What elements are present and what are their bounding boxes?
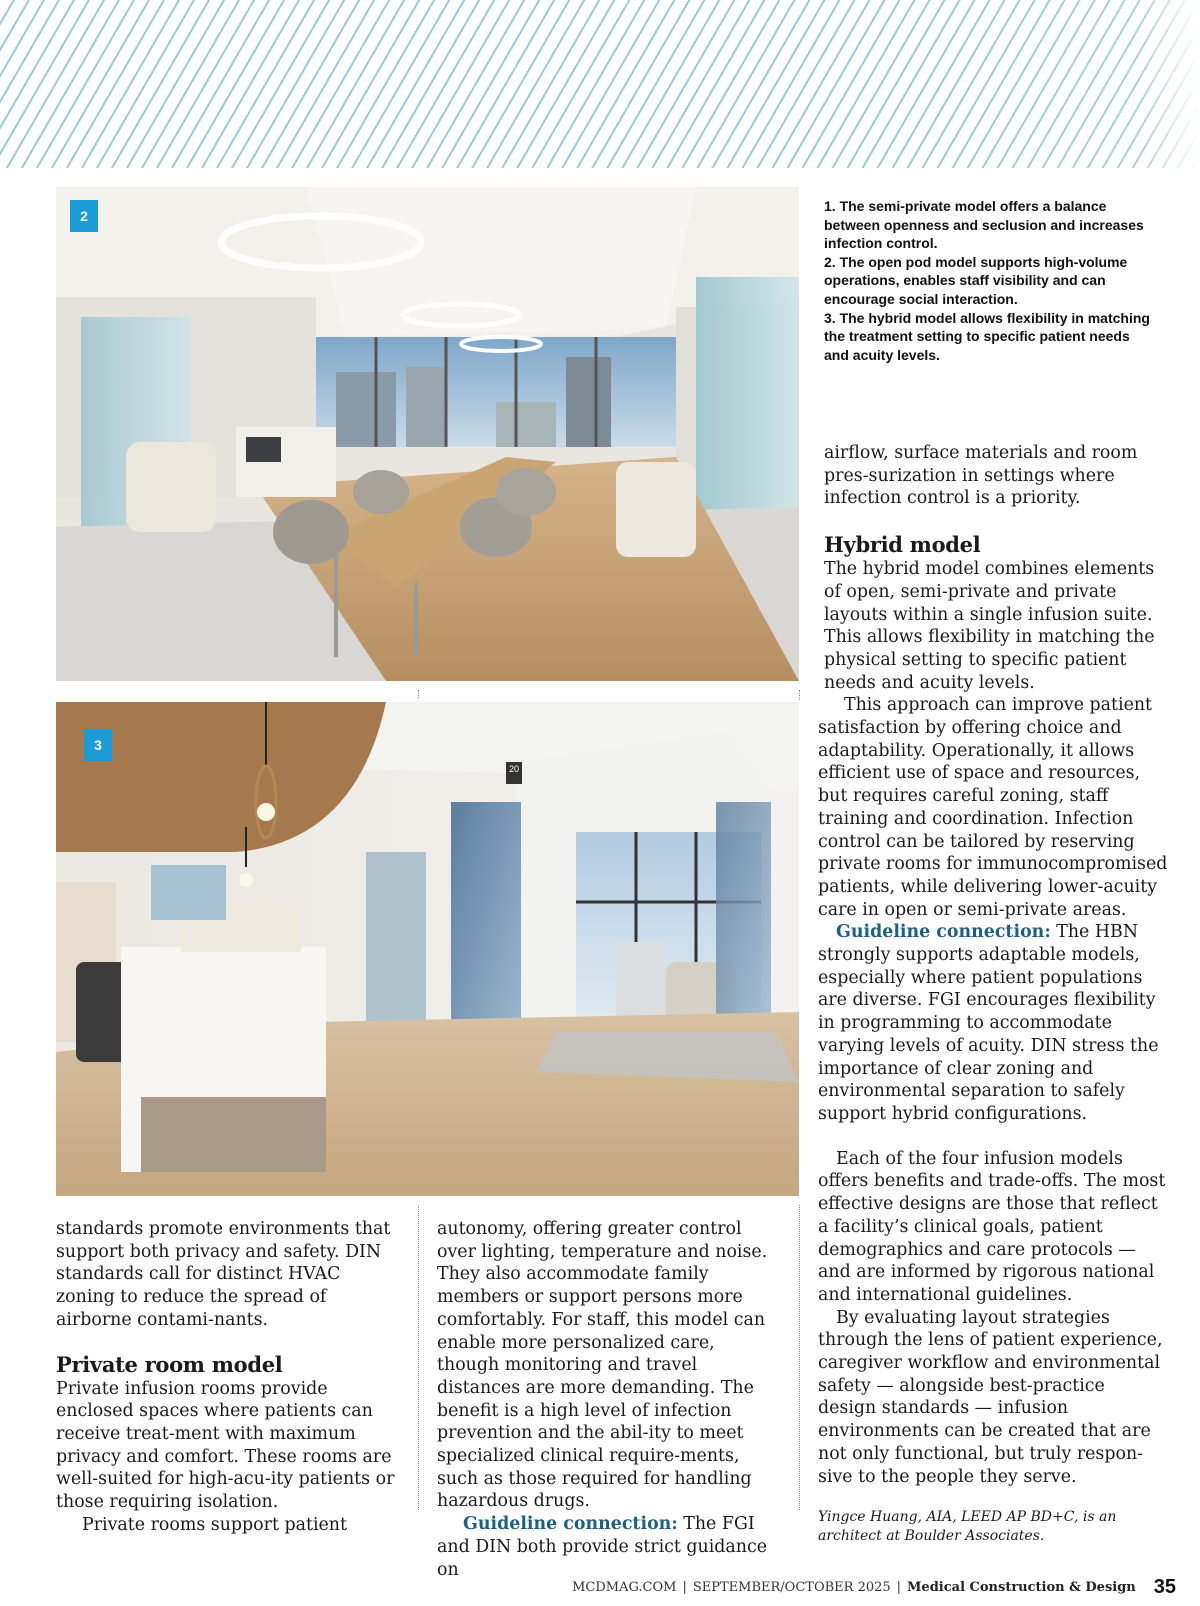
body-paragraph: standards promote environments that support both privacy and safety. DIN standards call for distinct HVAC zoning to reduce the spread of airborne contami-nants. <box>56 1219 391 1330</box>
caption-item: 3. The hybrid model allows flexibility in matching the treatment setting to specific patient needs and acuity levels. <box>824 309 1150 363</box>
body-paragraph: Private infusion rooms provide enclosed spaces where patients can receive treat-ment with maximum privacy and comfort. These rooms are well-suited for high-acu-ity patients or those requiring isolation. <box>56 1378 395 1513</box>
footer-site: MCDMAG.COM <box>572 1579 677 1595</box>
photo-number-badge: 2 <box>70 200 98 232</box>
body-paragraph: autonomy, offering greater control over lighting, temperature and noise. They also accommodate family members or support persons more comfortably. For staff, this model can enable more personalized care, though monitoring and travel distances are more demanding. The benefit is a high level of infection prevention and the abil-ity to meet specialized clinical require-ments, such as those required for handling hazardous drugs. <box>437 1219 768 1512</box>
article-column-1 <box>56 1218 401 1536</box>
body-paragraph: By evaluating layout strategies through the lens of patient experience, caregiver workflow and environmental safety — alongside best-practice design standards — infusion environments can be created that are not only functional, but truly respon-sive to the people they serve. <box>818 1307 1163 1487</box>
photo-captions <box>824 197 1154 364</box>
body-text: The HBN strongly supports adaptable models, especially where patient populations are diverse. FGI encourages flexibility in programming to accommodate varying levels of acuity. DIN stress the importance of clear zoning and environmental separation to safely support hybrid configurations. <box>818 922 1159 1124</box>
body-paragraph: This approach can improve patient satisfaction by offering choice and adaptability. Operationally, it allows efficient use of space and resources, but requires careful zoning, staff training and coordination. Infection control can be tailored by reserving private rooms for immunocompromised patients, while delivering lower-acuity care in open or semi-private areas. <box>818 695 1168 920</box>
body-paragraph: Each of the four infusion models offers benefits and trade-offs. The most effective designs are those that reflect a facility’s clinical goals, patient demographics and care protocols — and are informed by rigorous national and international guidelines. <box>818 1148 1166 1305</box>
room-number-sign: 20 <box>508 764 519 774</box>
photo-hybrid-model <box>56 702 799 1196</box>
caption-item: 2. The open pod model supports high-volume operations, enables staff visibility and can encourage social interaction. <box>824 253 1128 307</box>
column-divider <box>418 1205 419 1510</box>
guideline-connection-label: Guideline connection: <box>836 922 1051 943</box>
footer-separator: | <box>896 1579 902 1595</box>
section-heading-private-room: Private room model <box>56 1351 283 1377</box>
caption-item: 1. The semi-private model offers a balance between openness and seclusion and increases infection control. <box>824 198 1144 252</box>
footer-magazine-name: Medical Construction & Design <box>907 1579 1136 1595</box>
article-column-2 <box>437 1218 782 1581</box>
page-footer <box>572 1574 1176 1600</box>
column-divider <box>799 690 800 700</box>
photo-open-pod-infusion <box>56 187 799 681</box>
body-text: The FGI and DIN both provide strict guidance on <box>437 1514 768 1580</box>
photo-number-badge: 3 <box>84 729 112 761</box>
column-divider <box>418 690 419 698</box>
column-divider <box>799 1205 800 1510</box>
body-paragraph: Private rooms support patient <box>82 1514 347 1535</box>
guideline-connection-label: Guideline connection: <box>463 1514 678 1535</box>
author-byline: Yingce Huang, AIA, LEED AP BD+C, is an architect at Boulder Associates. <box>818 1509 1117 1544</box>
body-paragraph: airflow, surface materials and room pres-surization in settings where infection control is a priority. <box>824 443 1138 509</box>
decorative-hatch-pattern <box>0 0 1200 168</box>
article-column-3 <box>818 442 1168 1545</box>
footer-issue: SEPTEMBER/OCTOBER 2025 <box>692 1579 891 1595</box>
page-number: 35 <box>1153 1575 1176 1598</box>
section-heading-hybrid-model: Hybrid model <box>824 532 981 558</box>
body-paragraph: The hybrid model combines elements of open, semi-private and private layouts within a single infusion suite. This allows flexibility in matching the physical setting to specific patient needs and acuity levels. <box>824 559 1155 693</box>
footer-separator: | <box>682 1579 687 1595</box>
